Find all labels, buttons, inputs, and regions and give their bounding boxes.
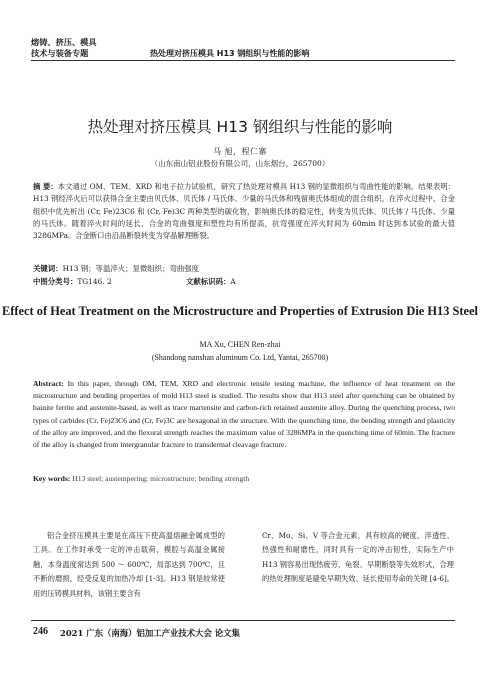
english-abstract [33,378,455,451]
chinese-keywords-text: H13 钢；等温淬火；显微组织；弯曲强度 [62,264,200,273]
english-abstract-text: In this paper, through OM, TEM, XRD and electronic tensile testing machine, the influence of heat treatment on the microstructure and bending properties of mold H13 steel is studied. The results show that H13 steel after quenching can be obtained by bainite ferrite and austenite-based, as well as trace martensite and carbon-rich retained austenite alloy. During the quenching process, two types of carbides (Cr, Fe)23C6 and (Cr, Fe)3C are hexagonal in the structure. With the quenching time, the bending strength and plasticity of the alloy are improved, and the flexural strength reaches the maximum value of 3286MPa in the quenching time of 60min. The fracture of the alloy is changed from intergranular fracture to transdermal cleavage fracture. [33,379,455,450]
header-section-label [31,37,97,59]
clc-label: 中图分类号： [33,277,78,286]
header-section-line1: 熔铸、挤压、模具 [31,37,97,47]
classification-line [33,276,236,287]
clc-code: TG146. 2 [77,277,112,286]
chinese-abstract-text: 本文通过 OM、TEM、XRD 和电子拉力试验机，研究了热处理对模具 H13 钢的显微组织与弯曲性能的影响。结果表明：H13 钢经淬火后可以获得合金主要由贝氏体、贝氏体 / 马氏体、少量的马氏体和残留奥氏体组成的混合组织。在淬火过程中，合金组织中优先析出 (Cr, Fe)23C6 和 (Cr, Fe)3C 两种类型的碳化物，影响奥氏体的稳定性，转变为贝氏体、贝氏体 / 马氏体、少量的马氏体。随着淬火时间的延长，合金的弯曲强度和塑性均有所提高，抗弯强度在淬火时间为 60min 时达到本试验的最大值 3286MPa。合金断口由沿晶断裂转变为穿晶解理断裂。 [33,182,455,241]
footer-divider [31,620,455,621]
doc-label: 文献标识码： [186,277,231,286]
doc-code-value: A [230,277,236,286]
english-keywords [33,474,249,483]
header-running-title: 热处理对挤压模具 H13 钢组织与性能的影响 [150,49,310,58]
english-title: Effect of Heat Treatment on the Microstructure and Properties of Extrusion Die H13 Steel [2,304,478,318]
footer-conference-title: 2021 广东（南海）铝加工产业技术大会 论文集 [60,628,240,638]
header-section-line2: 技术与装备专题 [31,48,89,58]
english-keywords-label: Key words: [33,474,71,483]
body-left-column: 铝合金挤压模具主要是在高压下使高温熔融金属成型的工具。在工作时承受一定的冲击载荷，模腔与高温金属接触，本身温度常达到 500 ～ 600℃，局部达到 700℃，且不断的磨损，经受反复的加热冷却 [1-3]。H13 钢是较常使用的压铸模具材料，该钢主要含有 [33,531,225,598]
chinese-abstract [33,181,455,242]
english-keywords-text: H13 steel; austempering; microstructure; bending strength [72,474,250,483]
body-right-column: Cr、Mo、Si、V 等合金元素，具有较高的硬度、淬透性、热强性和耐磨性，同时具有一定的冲击韧性，实际生产中 H13 钢容易出现热疲劳、龟裂、早期断裂等失效形式，合理的热处理制度是避免早期失效、延长使用寿命的关键 [4-6]。 [262,531,454,584]
page-number: 246 [33,626,48,637]
chinese-affiliation: （山东南山铝业股份有限公司，山东烟台，265700） [150,159,330,168]
header-divider [31,60,455,61]
english-abstract-label: Abstract: [33,379,64,388]
document-code [186,276,236,287]
chinese-title: 热处理对挤压模具 H13 钢组织与性能的影响 [87,118,393,136]
chinese-abstract-label: 摘 要： [33,182,58,191]
english-affiliation: (Shandong nanshan aluminum Co. Ltd, Yantai, 265700) [151,353,329,362]
chinese-keywords [33,263,199,274]
english-authors: MA Xu, CHEN Ren-zhai [199,340,281,349]
chinese-authors: 马 旭，程仁寨 [212,147,268,156]
chinese-keywords-label: 关键词： [33,264,63,273]
